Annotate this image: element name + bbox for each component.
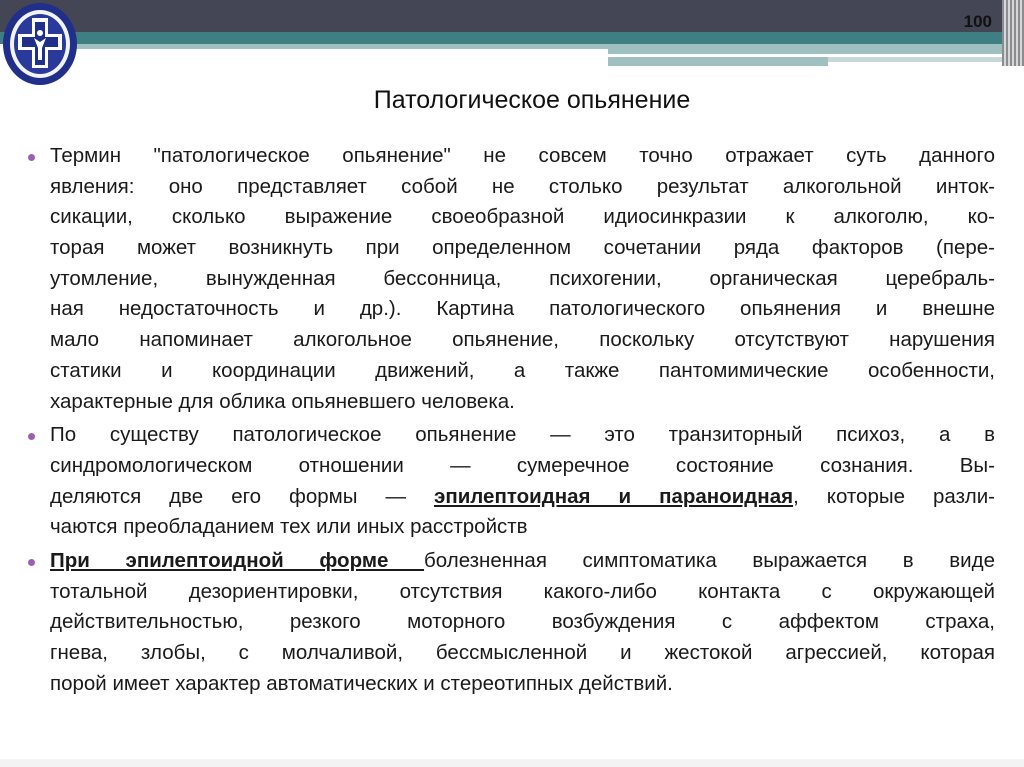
bullet-paragraph <box>50 420 995 543</box>
text-line <box>50 141 995 172</box>
text-segment: торая может возникнуть при определенном сочетании ряда факторов (пере- <box>50 236 995 260</box>
text-line <box>50 546 995 577</box>
text-segment: сикации, сколько выражение своеобразной идиосинкразии к алкоголю, ко- <box>50 205 995 229</box>
text-line <box>50 172 995 203</box>
text-line <box>50 233 995 264</box>
text-segment: гнева, злобы, с молчаливой, бессмысленной и жестокой агрессией, которая <box>50 641 995 664</box>
text-line <box>50 577 995 608</box>
bullet-dot-icon <box>28 433 35 440</box>
logo <box>2 2 78 86</box>
text-line <box>50 512 995 543</box>
text-line <box>50 387 995 418</box>
text-line <box>50 607 995 638</box>
slide-bottom-edge <box>0 759 1024 767</box>
text-segment: ная недостаточность и др.). Картина патологического опьянения и внешне <box>50 297 995 321</box>
emphasized-text: При эпилептоидной форме <box>50 548 425 572</box>
decorative-vertical-stripes <box>1002 0 1024 66</box>
text-line <box>50 325 995 356</box>
bullet-paragraph <box>50 141 995 417</box>
text-line <box>50 482 995 513</box>
text-segment: Термин "патологическое опьянение" не совсем точно отражает суть данного <box>50 144 995 167</box>
text-segment: , которые разли- <box>793 484 995 508</box>
text-segment: действительностью, резкого моторного возбуждения с аффектом страха, <box>50 610 995 634</box>
slide-body <box>50 141 995 702</box>
decorative-strip <box>40 44 610 49</box>
header-band <box>0 0 1002 32</box>
header-accent-band <box>0 32 1002 44</box>
decorative-strip <box>828 57 1002 62</box>
text-line <box>50 294 995 325</box>
decorative-strip <box>608 44 1002 54</box>
bullet-paragraph <box>50 546 995 699</box>
text-segment: синдромологическом отношении — сумеречное состояние сознания. Вы- <box>50 453 995 477</box>
text-segment: чаются преобладанием тех или иных расстройств <box>50 515 528 539</box>
text-segment: утомление, вынужденная бессонница, психогении, органическая церебраль- <box>50 266 995 290</box>
text-segment: деляются две его формы — <box>50 484 434 508</box>
text-line <box>50 451 995 482</box>
text-segment: По существу патологическое опьянение — это транзиторный психоз, а в <box>50 423 995 447</box>
text-segment: характерные для облика опьяневшего человека. <box>50 389 515 413</box>
emphasized-text: эпилептоидная и параноидная <box>434 484 794 508</box>
text-line <box>50 264 995 295</box>
text-line <box>50 420 995 451</box>
slide-title: Патологическое опьянение <box>373 86 691 114</box>
page-number: 100 <box>963 12 992 31</box>
text-segment: тотальной дезориентировки, отсутствия какого-либо контакта с окружающей <box>50 579 995 603</box>
text-segment: мало напоминает алкогольное опьянение, поскольку отсутствуют нарушения <box>50 328 995 352</box>
text-segment: статики и координации движений, а также пантомимические особенности, <box>50 358 995 382</box>
text-line <box>50 638 995 669</box>
text-line <box>50 669 995 700</box>
bullet-dot-icon <box>28 559 35 566</box>
text-segment: явления: оно представляет собой не столько результат алкогольной инток- <box>50 174 995 198</box>
text-segment: болезненная симптоматика выражается в виде <box>424 548 995 572</box>
text-segment: порой имеет характер автоматических и стереотипных действий. <box>50 671 673 695</box>
text-line <box>50 356 995 387</box>
text-line <box>50 202 995 233</box>
bullet-dot-icon <box>28 154 35 161</box>
decorative-strip <box>608 57 828 66</box>
